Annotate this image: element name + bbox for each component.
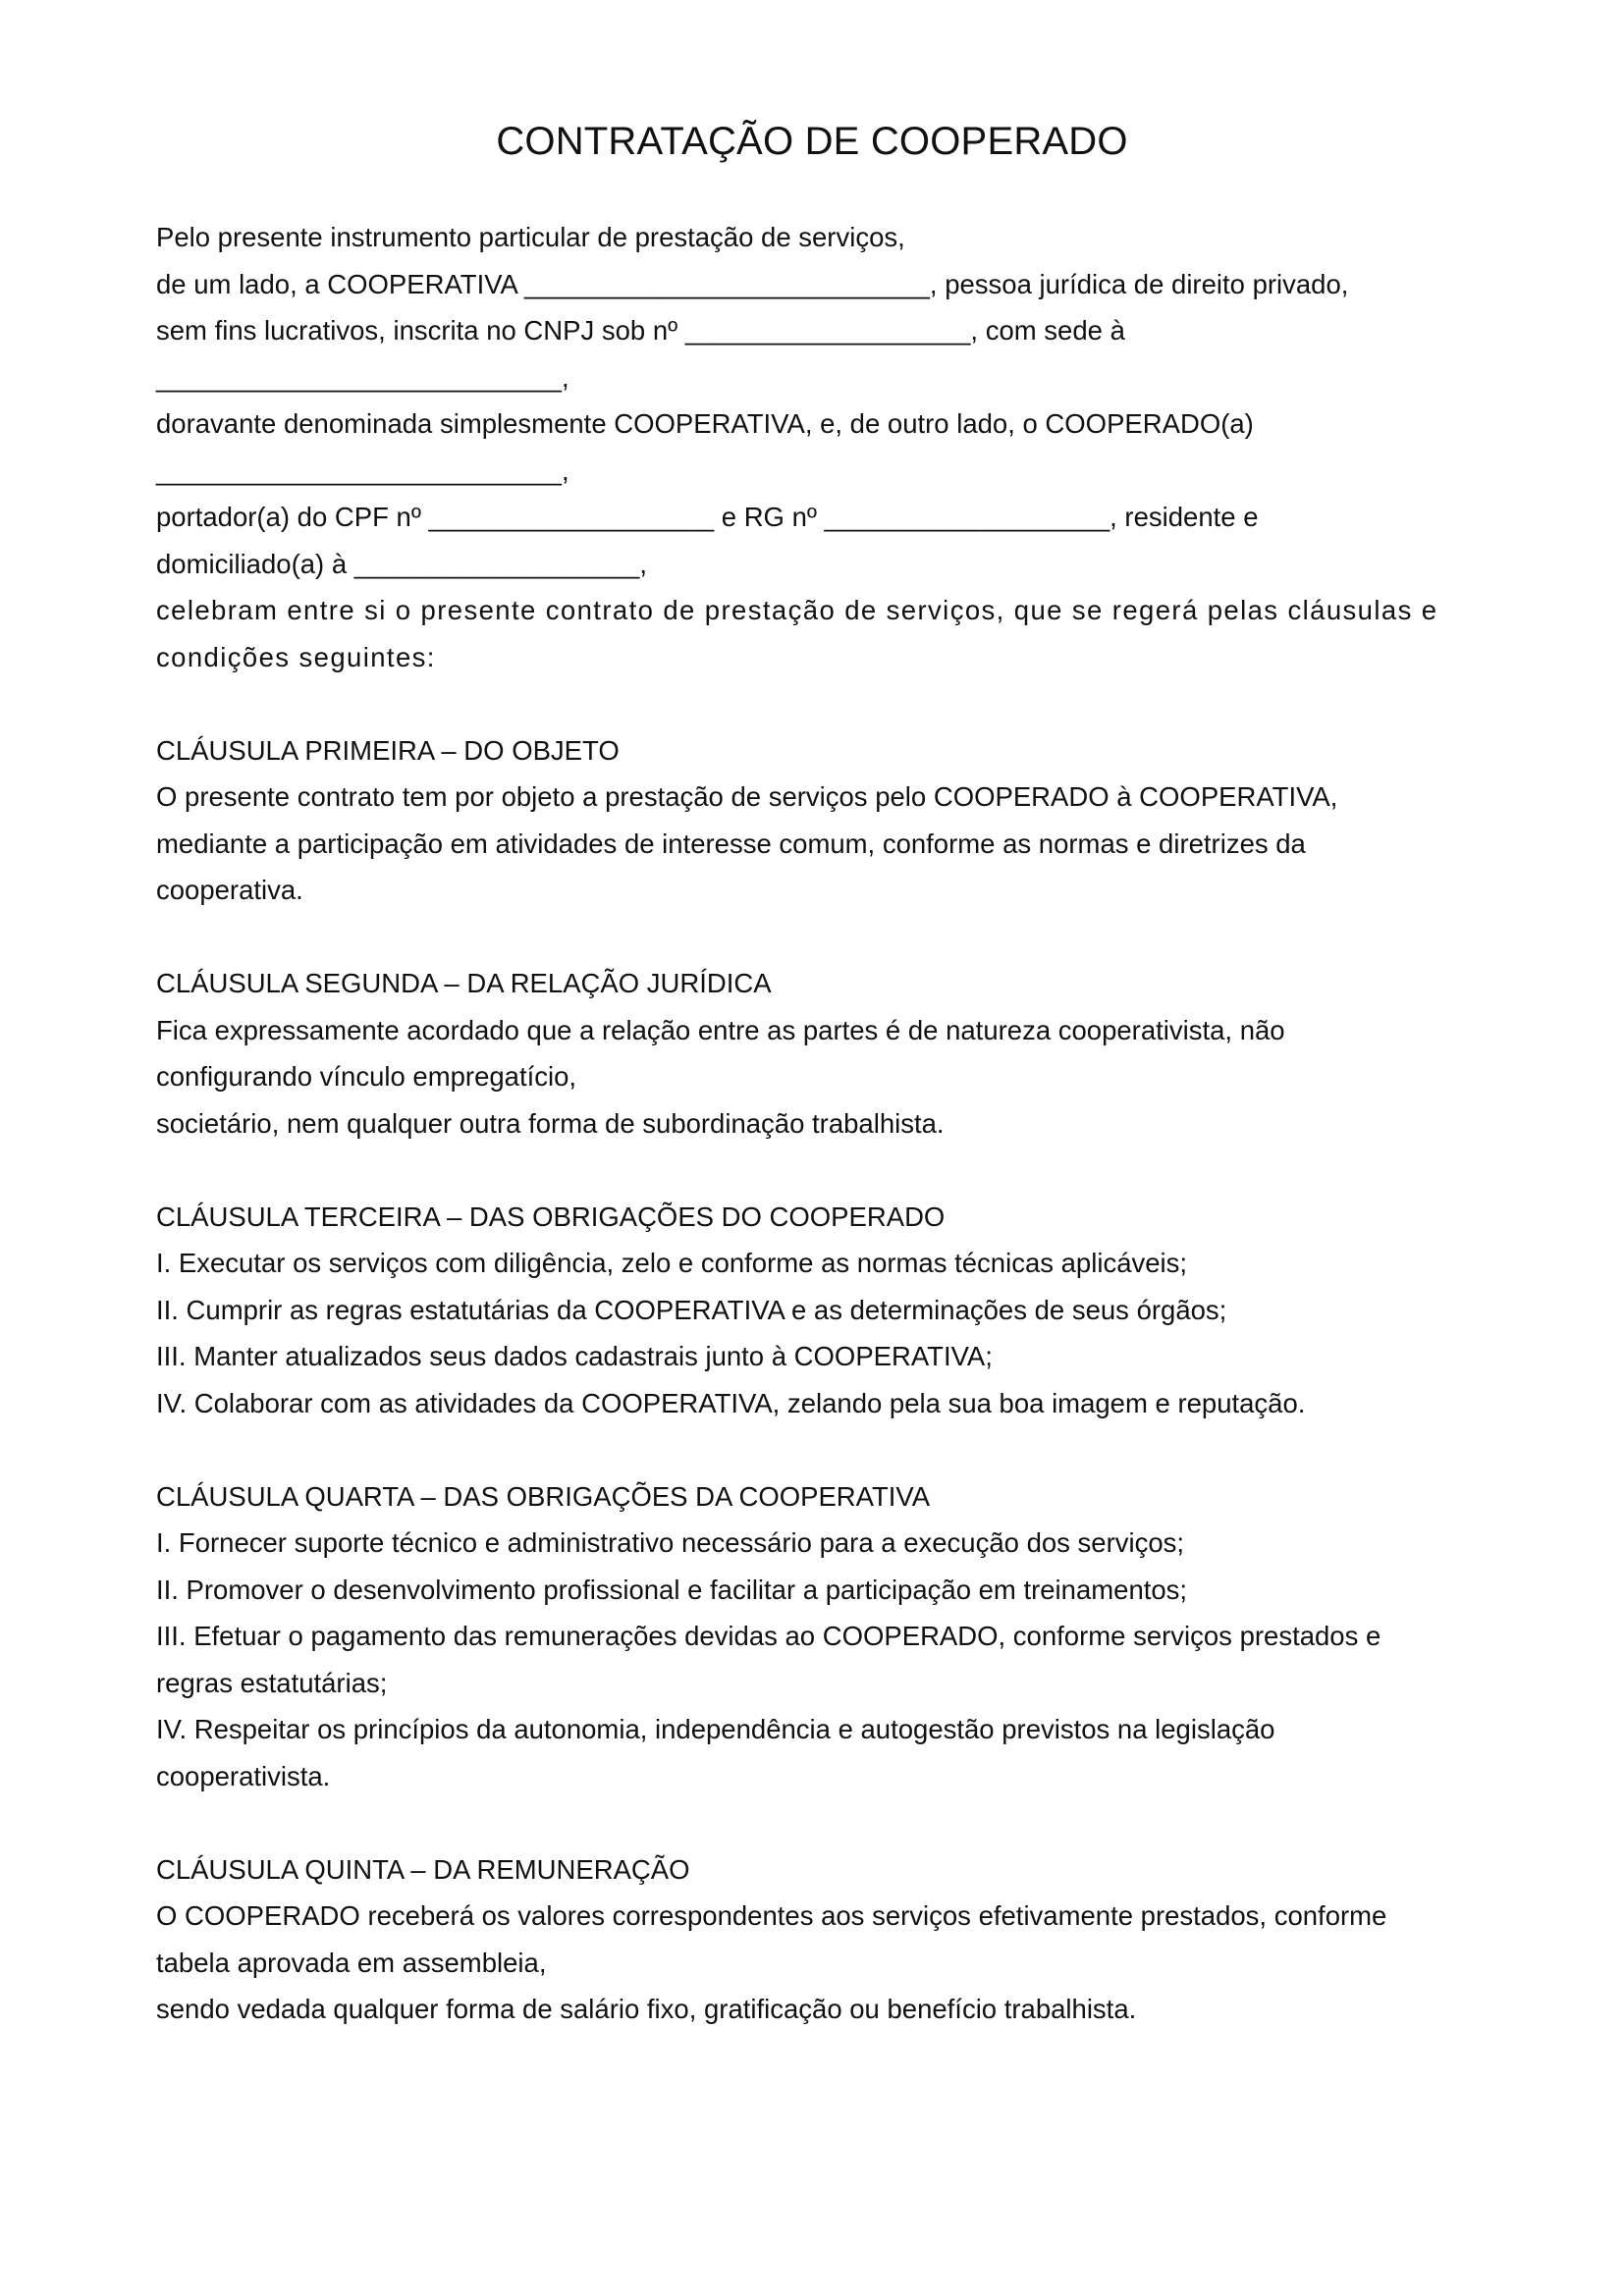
clause-line: mediante a participação em atividades de interesse comum, conforme as normas e diretrizes da	[156, 828, 1306, 859]
preamble-line: ___________________________,	[156, 454, 569, 486]
clause-line: societário, nem qualquer outra forma de subordinação trabalhista.	[156, 1107, 945, 1139]
preamble-line: portador(a) do CPF nº ___________________ e RG nº ___________________, residente e	[156, 502, 1259, 532]
preamble-line: de um lado, a COOPERATIVA ___________________________, pessoa jurídica de direito privado,	[156, 268, 1349, 299]
clause-segunda	[156, 960, 1462, 1147]
paragraph-spacer	[156, 914, 1462, 961]
clause-line: cooperativa.	[156, 875, 303, 905]
clause-line: configurando vínculo empregatício,	[156, 1061, 577, 1092]
preamble-line: Pelo presente instrumento particular de prestação de serviços,	[156, 222, 905, 252]
clause-terceira	[156, 1194, 1462, 1427]
clause-line: regras estatutárias;	[156, 1667, 388, 1698]
clause-line: II. Cumprir as regras estatutárias da COOPERATIVA e as determinações de seus órgãos;	[156, 1294, 1227, 1325]
clause-line: cooperativista.	[156, 1760, 331, 1791]
document-body	[156, 214, 1462, 2033]
paragraph-spacer	[156, 1426, 1462, 1473]
clause-heading: CLÁUSULA SEGUNDA – DA RELAÇÃO JURÍDICA	[156, 968, 772, 998]
clause-line: IV. Colaborar com as atividades da COOPERATIVA, zelando pela sua boa imagem e reputação.	[156, 1387, 1306, 1418]
clause-heading: CLÁUSULA QUARTA – DAS OBRIGAÇÕES DA COOPERATIVA	[156, 1480, 931, 1512]
document-title: CONTRATAÇÃO DE COOPERADO	[496, 120, 1128, 163]
clause-line: II. Promover o desenvolvimento profissional e facilitar a participação em treinamentos;	[156, 1574, 1188, 1605]
clause-line: I. Fornecer suporte técnico e administrativo necessário para a execução dos serviços;	[156, 1527, 1185, 1558]
clause-quarta	[156, 1473, 1462, 1800]
clause-line: O presente contrato tem por objeto a prestação de serviços pelo COOPERADO à COOPERATIVA,	[156, 781, 1338, 812]
clause-heading: CLÁUSULA QUINTA – DA REMUNERAÇÃO	[156, 1853, 690, 1885]
clause-line: III. Efetuar o pagamento das remunerações devidas ao COOPERADO, conforme serviços prestados e	[156, 1621, 1381, 1651]
preamble-line: ___________________________,	[156, 361, 569, 393]
preamble	[156, 214, 1462, 680]
clause-line: IV. Respeitar os princípios da autonomia, independência e autogestão previstos na legislação	[156, 1714, 1275, 1744]
preamble-line: celebram entre si o presente contrato de prestação de serviços, que se regerá pelas cláusulas e	[156, 595, 1438, 625]
clause-line: tabela aprovada em assembleia,	[156, 1947, 547, 1978]
preamble-line: doravante denominada simplesmente COOPERATIVA, e, de outro lado, o COOPERADO(a)	[156, 408, 1254, 439]
preamble-line: condições seguintes:	[156, 641, 436, 672]
clause-line: Fica expressamente acordado que a relação entre as partes é de natureza cooperativista, não	[156, 1014, 1285, 1045]
paragraph-spacer	[156, 1799, 1462, 1846]
paragraph-spacer	[156, 1147, 1462, 1194]
clause-primeira	[156, 727, 1462, 914]
clause-heading: CLÁUSULA PRIMEIRA – DO OBJETO	[156, 734, 620, 766]
clause-line: O COOPERADO receberá os valores correspondentes aos serviços efetivamente prestados, conforme	[156, 1900, 1387, 1931]
clause-line: sendo vedada qualquer forma de salário fixo, gratificação ou benefício trabalhista.	[156, 1994, 1137, 2024]
clause-line: I. Executar os serviços com diligência, zelo e conforme as normas técnicas aplicáveis;	[156, 1248, 1188, 1278]
preamble-line: sem fins lucrativos, inscrita no CNPJ sob nº ___________________, com sede à	[156, 315, 1125, 346]
clause-line: III. Manter atualizados seus dados cadastrais junto à COOPERATIVA;	[156, 1341, 993, 1371]
preamble-line: domiciliado(a) à ___________________,	[156, 548, 647, 579]
clause-quinta	[156, 1846, 1462, 2033]
clause-heading: CLÁUSULA TERCEIRA – DAS OBRIGAÇÕES DO COOPERADO	[156, 1201, 946, 1232]
paragraph-spacer	[156, 680, 1462, 727]
